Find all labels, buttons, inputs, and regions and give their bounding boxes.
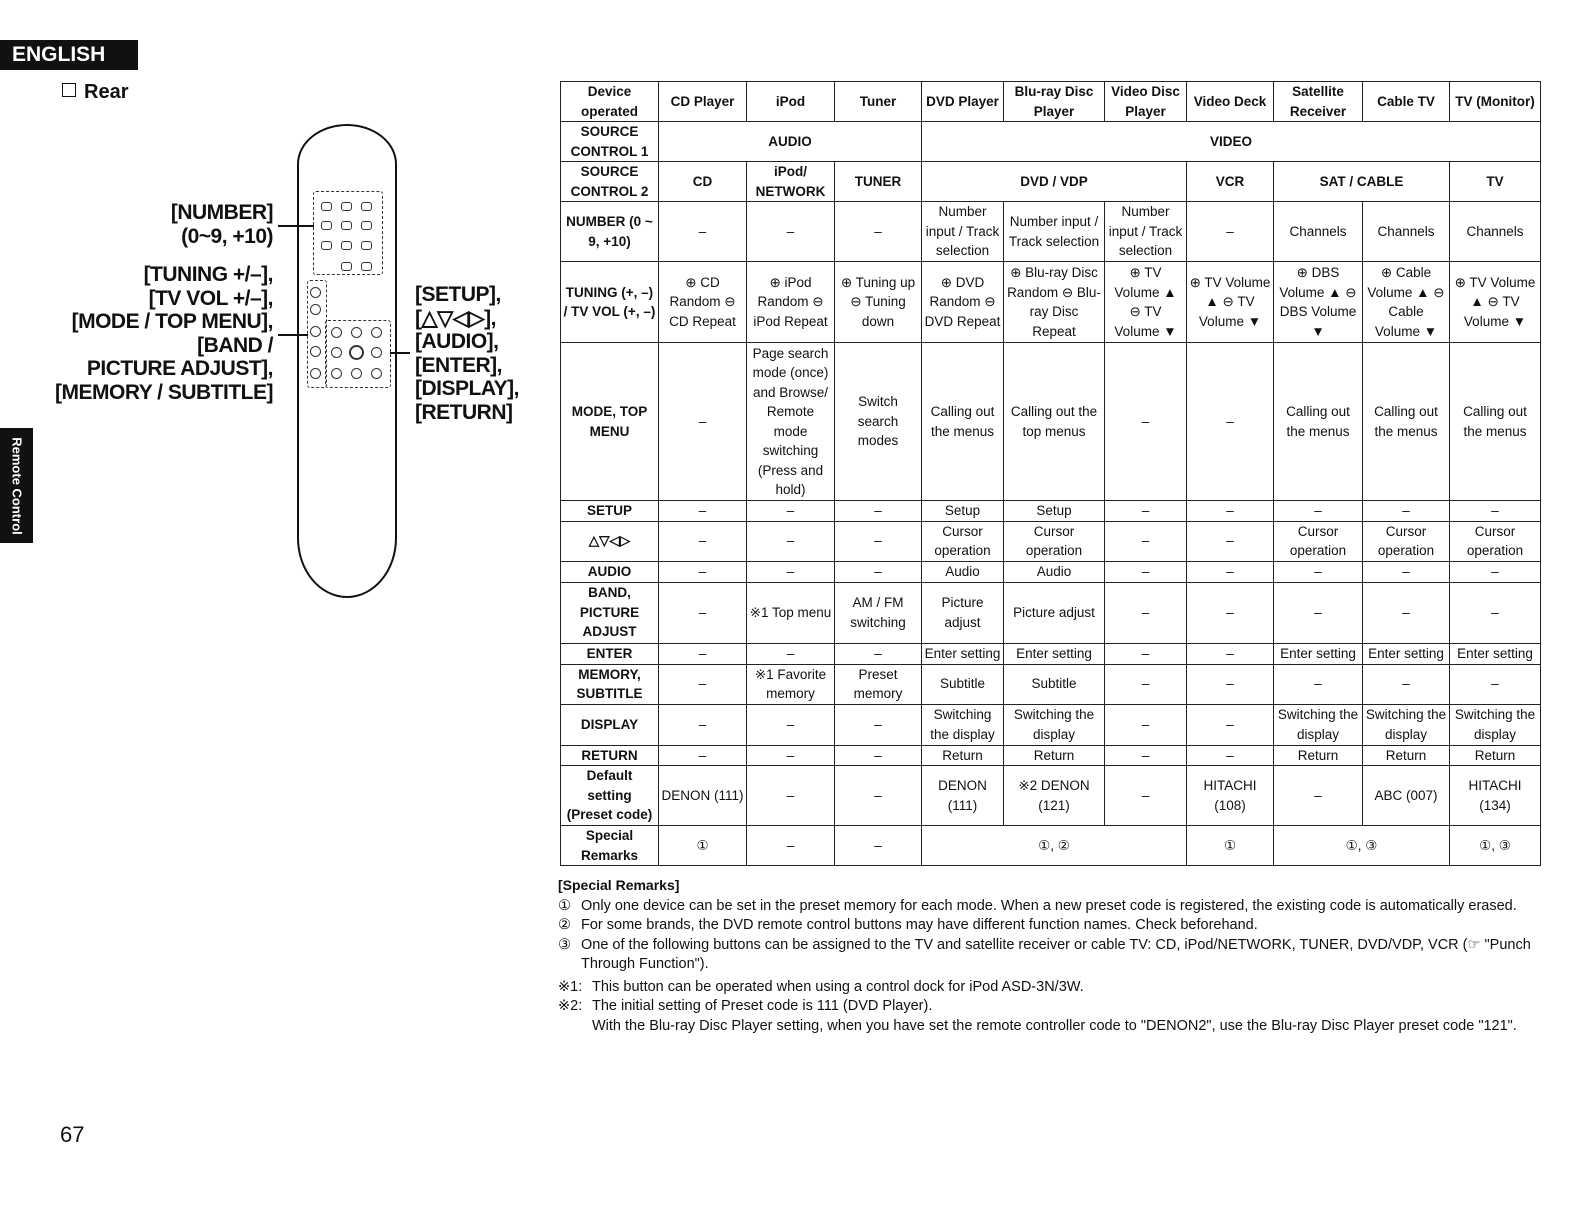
row-header: Default setting (Preset code) (561, 766, 659, 826)
table-cell: ① (659, 826, 747, 866)
side-tab (0, 428, 33, 543)
left-button-labels (55, 201, 273, 404)
table-cell: Calling out the menus (922, 343, 1004, 501)
table-cell: – (1274, 766, 1363, 826)
table-cell: Audio (1004, 561, 1105, 582)
right-button-labels (415, 283, 519, 424)
table-cell: – (1363, 561, 1450, 582)
table-cell: – (659, 582, 747, 643)
table-cell: – (659, 561, 747, 582)
table-cell: – (1187, 582, 1274, 643)
table-cell: – (1105, 343, 1187, 501)
table-cell: – (835, 561, 922, 582)
table-cell: Return (1450, 745, 1541, 766)
table-row (561, 501, 1541, 522)
table-cell: ⊕ TV Volume ▲ ⊖ TV Volume ▼ (1187, 262, 1274, 343)
row-header: SETUP (561, 501, 659, 522)
table-row (561, 561, 1541, 582)
remark-item (558, 936, 1538, 975)
note-mark: ※2: (558, 998, 583, 1014)
leader-line (278, 225, 314, 227)
label-display: [DISPLAY], (415, 377, 519, 400)
table-cell: Setup (1004, 501, 1105, 522)
label-number: [NUMBER] (170, 201, 273, 224)
header-cell: iPod (747, 82, 835, 122)
table-cell: Number input / Track selection (922, 202, 1004, 262)
header-cell: DVD Player (922, 82, 1004, 122)
table-cell: Return (1004, 745, 1105, 766)
remarks-title: [Special Remarks] (558, 877, 680, 893)
header-cell: Video Disc Player (1105, 82, 1187, 122)
table-cell: ※1 Top menu (747, 582, 835, 643)
table-cell: ⊕ TV Volume ▲ ⊖ TV Volume ▼ (1450, 262, 1541, 343)
table-cell: – (1187, 643, 1274, 664)
table-cell: – (747, 202, 835, 262)
table-cell: – (1450, 501, 1541, 522)
button-icon (331, 368, 342, 379)
table-cell: Number input / Track selection (1105, 202, 1187, 262)
button-icon (310, 346, 321, 357)
table-row (561, 664, 1541, 704)
table-cell: ⊕ DVD Random ⊖ DVD Repeat (922, 262, 1004, 343)
label-tuning: [TUNING +/–], (143, 263, 273, 286)
label-setup: [SETUP], (415, 283, 501, 306)
table-cell: Cursor operation (1450, 521, 1541, 561)
table-cell: – (659, 745, 747, 766)
table-cell: – (835, 745, 922, 766)
side-tab-label: Remote Control (9, 436, 24, 535)
label-picture-adjust: PICTURE ADJUST], (86, 357, 273, 380)
button-icon (331, 327, 342, 338)
header-cell: CD Player (659, 82, 747, 122)
button-icon (361, 202, 372, 211)
table-row (561, 643, 1541, 664)
remark-item (558, 916, 1538, 936)
table-cell: – (659, 501, 747, 522)
table-row (561, 766, 1541, 826)
table-cell: ①, ② (922, 826, 1187, 866)
table-cell: – (1363, 501, 1450, 522)
button-icon (361, 221, 372, 230)
table-cell: SAT / CABLE (1274, 162, 1450, 202)
table-cell: HITACHI (108) (1187, 766, 1274, 826)
table-row (561, 262, 1541, 343)
table-row (561, 122, 1541, 162)
row-header: DISPLAY (561, 704, 659, 745)
table-cell: – (659, 643, 747, 664)
table-cell: – (835, 766, 922, 826)
table-cell: – (835, 643, 922, 664)
row-header: AUDIO (561, 561, 659, 582)
table-cell: – (747, 561, 835, 582)
table-row (561, 826, 1541, 866)
table-cell: – (659, 343, 747, 501)
header-cell: Satellite Receiver (1274, 82, 1363, 122)
button-icon (341, 262, 352, 271)
row-header: SOURCE CONTROL 1 (561, 122, 659, 162)
table-cell: – (1274, 561, 1363, 582)
table-cell: – (747, 501, 835, 522)
table-cell: ①, ③ (1274, 826, 1450, 866)
label-audio: [AUDIO], (415, 330, 499, 353)
table-cell: DENON (111) (922, 766, 1004, 826)
table-cell: ABC (007) (1363, 766, 1450, 826)
table-cell: TV (1450, 162, 1541, 202)
note-mark: ※1: (558, 978, 583, 995)
table-cell: – (835, 202, 922, 262)
label-band: [BAND / (197, 333, 273, 357)
row-header: RETURN (561, 745, 659, 766)
table-cell: – (1450, 582, 1541, 643)
language-tab: ENGLISH (0, 40, 138, 70)
button-icon (361, 241, 372, 250)
table-cell: Enter setting (1450, 643, 1541, 664)
table-cell: iPod/ NETWORK (747, 162, 835, 202)
table-cell: ⊕ Tuning up ⊖ Tuning down (835, 262, 922, 343)
table-cell: – (1187, 561, 1274, 582)
row-header: △▽◁▷ (561, 521, 659, 561)
row-header: Special Remarks (561, 826, 659, 866)
section-title (62, 81, 128, 104)
table-cell: Channels (1274, 202, 1363, 262)
table-cell: Calling out the menus (1450, 343, 1541, 501)
header-cell: Video Deck (1187, 82, 1274, 122)
table-row (561, 582, 1541, 643)
table-cell: – (1363, 582, 1450, 643)
button-icon (310, 304, 321, 315)
button-icon (341, 221, 352, 230)
table-row (561, 202, 1541, 262)
table-cell: – (1187, 501, 1274, 522)
table-cell: Enter setting (1363, 643, 1450, 664)
table-cell: – (747, 521, 835, 561)
table-cell: – (835, 704, 922, 745)
row-header: TUNING (+, –) / TV VOL (+, –) (561, 262, 659, 343)
label-memory: [MEMORY / SUBTITLE] (55, 380, 273, 404)
table-cell: – (1274, 582, 1363, 643)
note-item (558, 978, 1538, 998)
table-cell: Calling out the menus (1274, 343, 1363, 501)
table-cell: Switch search modes (835, 343, 922, 501)
note-text: This button can be operated when using a control dock for iPod ASD-3N/3W. (592, 978, 1084, 995)
table-cell: – (835, 826, 922, 866)
table-cell: Picture adjust (1004, 582, 1105, 643)
table-row (561, 162, 1541, 202)
table-cell: ※2 DENON (121) (1004, 766, 1105, 826)
row-header: MEMORY, SUBTITLE (561, 664, 659, 704)
section-title-text: Rear (84, 81, 129, 103)
table-cell: Setup (922, 501, 1004, 522)
table-cell: Number input / Track selection (1004, 202, 1105, 262)
note-text: The initial setting of Preset code is 111 (DVD Player). (592, 998, 933, 1014)
table-cell: – (1105, 643, 1187, 664)
table-cell: – (1187, 745, 1274, 766)
table-row (561, 343, 1541, 501)
table-cell: Enter setting (1004, 643, 1105, 664)
checkbox-icon (62, 83, 76, 97)
remark-mark: ② (558, 917, 571, 933)
table-cell: DENON (111) (659, 766, 747, 826)
table-cell: Page search mode (once) and Browse/ Remote mode switching (Press and hold) (747, 343, 835, 501)
table-cell: ①, ③ (1450, 826, 1541, 866)
table-cell: ⊕ Blu-ray Disc Random ⊖ Blu-ray Disc Repeat (1004, 262, 1105, 343)
table-cell: – (747, 826, 835, 866)
table-cell: Return (922, 745, 1004, 766)
remark-mark: ③ (558, 936, 571, 953)
table-cell: ⊕ CD Random ⊖ CD Repeat (659, 262, 747, 343)
table-cell: – (659, 521, 747, 561)
table-cell: CD (659, 162, 747, 202)
note-item (558, 997, 1538, 1017)
table-cell: Audio (922, 561, 1004, 582)
table-cell: – (1105, 582, 1187, 643)
table-cell: – (1105, 766, 1187, 826)
row-header: MODE, TOP MENU (561, 343, 659, 501)
label-mode: [MODE / TOP MENU], (71, 310, 273, 333)
function-table (560, 81, 1541, 866)
note-item (558, 1017, 1538, 1037)
table-cell: – (747, 704, 835, 745)
table-cell: – (1187, 202, 1274, 262)
table-row (561, 745, 1541, 766)
row-header: NUMBER (0 ~ 9, +10) (561, 202, 659, 262)
remark-text: One of the following buttons can be assigned to the TV and satellite receiver or cable TV: CD, iPod/NETWORK, TUNER, DVD/VDP, VCR (☞ "Punch Through Function"). (581, 936, 1531, 972)
button-icon (351, 327, 362, 338)
table-cell: ※1 Favorite memory (747, 664, 835, 704)
table-cell: – (1105, 501, 1187, 522)
table-header-row (561, 82, 1541, 122)
header-cell: TV (Monitor) (1450, 82, 1541, 122)
table-cell: Picture adjust (922, 582, 1004, 643)
table-cell: – (659, 202, 747, 262)
button-icon (371, 347, 382, 358)
table-cell: Enter setting (1274, 643, 1363, 664)
table-cell: – (1274, 501, 1363, 522)
table-cell: – (1450, 664, 1541, 704)
table-cell: – (659, 704, 747, 745)
remark-text: For some brands, the DVD remote control buttons may have different function names. Check beforehand. (581, 917, 1258, 933)
button-icon (341, 202, 352, 211)
header-cell: Tuner (835, 82, 922, 122)
table-cell: Cursor operation (922, 521, 1004, 561)
row-header: BAND, PICTURE ADJUST (561, 582, 659, 643)
table-row (561, 704, 1541, 745)
table-cell: Cursor operation (1363, 521, 1450, 561)
table-row (561, 521, 1541, 561)
page-number: 67 (60, 1122, 85, 1147)
table-cell: Switching the display (1363, 704, 1450, 745)
button-icon (351, 368, 362, 379)
button-icon (321, 202, 332, 211)
table-cell: Enter setting (922, 643, 1004, 664)
label-cursor: [△▽◁▷], (415, 306, 496, 330)
button-icon (371, 327, 382, 338)
table-cell: Channels (1450, 202, 1541, 262)
leader-line (278, 334, 308, 336)
leader-line (390, 352, 410, 354)
table-cell: Cursor operation (1004, 521, 1105, 561)
button-icon (321, 241, 332, 250)
button-icon (331, 347, 342, 358)
label-tv-vol: [TV VOL +/–], (148, 286, 273, 310)
table-cell: Calling out the menus (1363, 343, 1450, 501)
table-cell: Switching the display (1274, 704, 1363, 745)
table-cell: DVD / VDP (922, 162, 1187, 202)
button-icon (310, 368, 321, 379)
label-return: [RETURN] (415, 400, 513, 424)
table-cell: – (747, 766, 835, 826)
button-icon (310, 287, 321, 298)
note-mark (558, 1017, 592, 1037)
table-cell: – (1105, 561, 1187, 582)
table-cell: VCR (1187, 162, 1274, 202)
table-cell: Switching the display (1450, 704, 1541, 745)
table-cell: – (1105, 704, 1187, 745)
table-cell: ⊕ Cable Volume ▲ ⊖ Cable Volume ▼ (1363, 262, 1450, 343)
table-cell: – (835, 521, 922, 561)
button-icon (371, 368, 382, 379)
table-cell: – (1187, 664, 1274, 704)
table-cell: – (1105, 521, 1187, 561)
label-enter: [ENTER], (415, 353, 502, 377)
remark-item (558, 897, 1538, 917)
table-cell: ① (1187, 826, 1274, 866)
remark-mark: ① (558, 897, 571, 914)
table-cell: Switching the display (1004, 704, 1105, 745)
table-cell: Subtitle (1004, 664, 1105, 704)
table-cell: Calling out the top menus (1004, 343, 1105, 501)
table-cell: – (1363, 664, 1450, 704)
header-cell: Blu-ray Disc Player (1004, 82, 1105, 122)
remark-text: Only one device can be set in the preset memory for each mode. When a new preset code is registered, the existing code is automatically erased. (581, 897, 1517, 914)
table-cell: – (1105, 664, 1187, 704)
table-cell: Channels (1363, 202, 1450, 262)
table-cell: – (1105, 745, 1187, 766)
table-cell: – (1187, 704, 1274, 745)
table-cell: – (747, 643, 835, 664)
button-icon (321, 221, 332, 230)
table-cell: TUNER (835, 162, 922, 202)
table-cell: – (747, 745, 835, 766)
table-cell: ⊕ iPod Random ⊖ iPod Repeat (747, 262, 835, 343)
note-text: With the Blu-ray Disc Player setting, when you have set the remote controller code to "DENON2", use the Blu-ray Disc Player preset code "121". (592, 1017, 1517, 1034)
button-icon (361, 262, 372, 271)
table-cell: VIDEO (922, 122, 1541, 162)
table-cell: Return (1363, 745, 1450, 766)
button-icon (341, 241, 352, 250)
table-cell: AM / FM switching (835, 582, 922, 643)
table-cell: AUDIO (659, 122, 922, 162)
button-icon (310, 326, 321, 337)
table-cell: – (1274, 664, 1363, 704)
table-cell: – (1187, 521, 1274, 561)
table-cell: Subtitle (922, 664, 1004, 704)
table-cell: – (659, 664, 747, 704)
table-cell: Switching the display (922, 704, 1004, 745)
header-cell: Cable TV (1363, 82, 1450, 122)
table-cell: Preset memory (835, 664, 922, 704)
row-header: ENTER (561, 643, 659, 664)
label-number-range: (0~9, +10) (181, 224, 273, 248)
enter-button-icon (349, 345, 364, 360)
table-cell: ⊕ TV Volume ▲ ⊖ TV Volume ▼ (1105, 262, 1187, 343)
table-cell: – (1187, 343, 1274, 501)
header-cell: Device operated (561, 82, 659, 122)
table-cell: Return (1274, 745, 1363, 766)
table-cell: ⊕ DBS Volume ▲ ⊖ DBS Volume ▼ (1274, 262, 1363, 343)
table-cell: Cursor operation (1274, 521, 1363, 561)
special-remarks (558, 876, 1538, 1036)
table-cell: – (835, 501, 922, 522)
row-header: SOURCE CONTROL 2 (561, 162, 659, 202)
table-cell: – (1450, 561, 1541, 582)
table-cell: HITACHI (134) (1450, 766, 1541, 826)
